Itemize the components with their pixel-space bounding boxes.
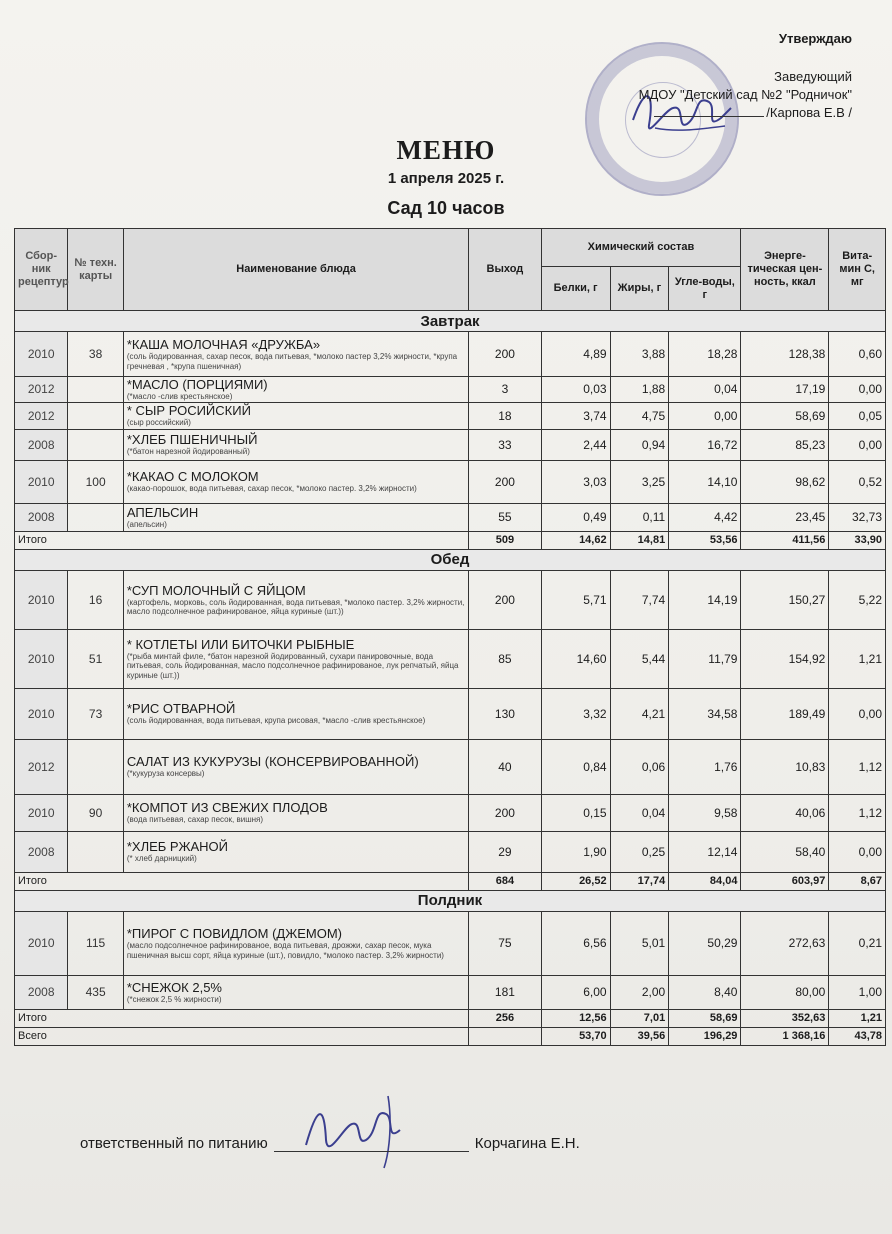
total-e: 411,56: [741, 531, 829, 549]
total-label: Итого: [15, 1009, 469, 1027]
cell-yield: 181: [469, 975, 541, 1009]
cell-c: 34,58: [669, 688, 741, 739]
grand-total-c: 196,29: [669, 1027, 741, 1045]
total-label: Итого: [15, 872, 469, 890]
total-f: 17,74: [610, 872, 669, 890]
dish-name: * КОТЛЕТЫ ИЛИ БИТОЧКИ РЫБНЫЕ: [126, 636, 355, 652]
table-row: [15, 831, 886, 872]
cell-e: 17,19: [741, 377, 829, 403]
cell-f: 4,21: [610, 688, 669, 739]
cell-c: 18,28: [669, 332, 741, 377]
cell-v: 0,05: [829, 402, 886, 429]
approver-position: Заведующий: [774, 69, 852, 84]
cell-dish: [123, 460, 468, 503]
dish-name: *КОМПОТ ИЗ СВЕЖИХ ПЛОДОВ: [126, 800, 328, 816]
menu-date: 1 апреля 2025 г.: [387, 170, 505, 187]
cell-dish: [123, 570, 468, 629]
cell-dish: [123, 429, 468, 460]
cell-p: 0,03: [541, 377, 610, 403]
table-row: [15, 794, 886, 831]
grand-total-e: 1 368,16: [741, 1027, 829, 1045]
cell-dish: [123, 332, 468, 377]
table-row: [15, 570, 886, 629]
cell-p: 5,71: [541, 570, 610, 629]
grand-total-p: 53,70: [541, 1027, 610, 1045]
approve-label: Утверждаю: [778, 31, 852, 46]
section-row: [15, 890, 886, 911]
cell-c: 12,14: [669, 831, 741, 872]
total-row: [15, 531, 886, 549]
total-p: 12,56: [541, 1009, 610, 1027]
cell-p: 0,84: [541, 739, 610, 794]
grand-total-f: 39,56: [610, 1027, 669, 1045]
cell-card: 435: [68, 975, 123, 1009]
cell-collection: 2010: [15, 794, 68, 831]
dish-name: *РИС ОТВАРНОЙ: [126, 701, 236, 717]
cell-c: 1,76: [669, 739, 741, 794]
cell-collection: 2012: [15, 402, 68, 429]
table-row: [15, 975, 886, 1009]
cell-collection: 2010: [15, 911, 68, 975]
cell-f: 3,88: [610, 332, 669, 377]
dish-name: * СЫР РОСИЙСКИЙ: [126, 403, 251, 419]
table-row: [15, 377, 886, 403]
cell-c: 16,72: [669, 429, 741, 460]
dish-name: *ПИРОГ С ПОВИДЛОМ (ДЖЕМОМ): [126, 926, 343, 941]
col-energy: Энерге-тическая цен-ность, ккал: [741, 229, 829, 311]
total-e: 352,63: [741, 1009, 829, 1027]
cell-yield: 29: [469, 831, 541, 872]
col-chem: Химический состав: [541, 229, 741, 267]
cell-collection: 2008: [15, 831, 68, 872]
total-c: 53,56: [669, 531, 741, 549]
footer-sign-line: [274, 1137, 469, 1152]
cell-f: 2,00: [610, 975, 669, 1009]
dish-name: *СУП МОЛОЧНЫЙ С ЯЙЦОМ: [126, 582, 306, 598]
dish-ingredients: (апельсин): [126, 519, 167, 529]
dish-ingredients: (*снежок 2,5 % жирности): [126, 994, 222, 1004]
total-yield: 256: [469, 1009, 541, 1027]
cell-e: 272,63: [741, 911, 829, 975]
approver-org: МДОУ "Детский сад №2 "Родничок": [638, 87, 852, 102]
cell-e: 189,49: [741, 688, 829, 739]
cell-c: 14,10: [669, 460, 741, 503]
dish-ingredients: (*рыба минтай филе, *батон нарезной йодированный, сухари панировочные, вода питьевая, соль йодированная, масло подсолнечное рафинированое, лук репчатый, яйца куриные (шт.)): [126, 651, 459, 680]
table-row: [15, 629, 886, 688]
cell-p: 6,56: [541, 911, 610, 975]
cell-card: 38: [68, 332, 123, 377]
col-yield: Выход: [469, 229, 541, 311]
cell-c: 9,58: [669, 794, 741, 831]
cell-p: 6,00: [541, 975, 610, 1009]
dish-ingredients: (*масло -слив крестьянское): [126, 392, 233, 401]
cell-p: 3,74: [541, 402, 610, 429]
cell-f: 5,01: [610, 911, 669, 975]
menu-body: [15, 311, 886, 1046]
dish-name: *ХЛЕБ ПШЕНИЧНЫЙ: [126, 432, 258, 448]
approver-name: /Карпова Е.В /: [766, 105, 852, 120]
cell-v: 0,00: [829, 831, 886, 872]
cell-e: 150,27: [741, 570, 829, 629]
cell-yield: 200: [469, 460, 541, 503]
total-e: 603,97: [741, 872, 829, 890]
cell-card: 51: [68, 629, 123, 688]
menu-group: Сад 10 часов: [387, 198, 505, 218]
cell-collection: 2008: [15, 503, 68, 531]
col-protein: Белки, г: [541, 267, 610, 311]
dish-ingredients: (* хлеб дарницкий): [126, 854, 197, 864]
cell-v: 1,12: [829, 739, 886, 794]
cell-yield: 40: [469, 739, 541, 794]
total-yield: 509: [469, 531, 541, 549]
cell-p: 4,89: [541, 332, 610, 377]
cell-collection: 2010: [15, 460, 68, 503]
cell-c: 11,79: [669, 629, 741, 688]
cell-p: 0,15: [541, 794, 610, 831]
cell-dish: [123, 831, 468, 872]
cell-e: 23,45: [741, 503, 829, 531]
cell-yield: 200: [469, 794, 541, 831]
total-p: 26,52: [541, 872, 610, 890]
cell-e: 40,06: [741, 794, 829, 831]
table-row: [15, 332, 886, 377]
cell-collection: 2012: [15, 377, 68, 403]
grand-total-v: 43,78: [829, 1027, 886, 1045]
dish-ingredients: (*кукуруза консервы): [126, 769, 205, 779]
cell-e: 10,83: [741, 739, 829, 794]
dish-name: *ХЛЕБ РЖАНОЙ: [126, 839, 228, 855]
dish-ingredients: (соль йодированная, сахар песок, вода питьевая, *молоко пастер 3,2% жирности, *крупа гречневая , *крупа пшеничная): [126, 352, 458, 371]
table-row: [15, 911, 886, 975]
section-row: [15, 311, 886, 332]
cell-f: 1,88: [610, 377, 669, 403]
cell-f: 0,94: [610, 429, 669, 460]
cell-dish: [123, 377, 468, 403]
cell-card: [68, 377, 123, 403]
cell-v: 1,21: [829, 629, 886, 688]
cell-card: 16: [68, 570, 123, 629]
footer-label: ответственный по питанию: [80, 1135, 268, 1152]
section-title: Завтрак: [15, 311, 886, 332]
dish-ingredients: (какао-порошок, вода питьевая, сахар песок, *молоко пастер. 3,2% жирности): [126, 484, 417, 494]
col-collection: Сбор-ник рецептур: [15, 229, 68, 311]
total-c: 58,69: [669, 1009, 741, 1027]
cell-f: 0,25: [610, 831, 669, 872]
cell-yield: 130: [469, 688, 541, 739]
section-title: Полдник: [15, 890, 886, 911]
dish-name: *КАША МОЛОЧНАЯ «ДРУЖБА»: [126, 337, 321, 352]
cell-c: 14,19: [669, 570, 741, 629]
cell-v: 5,22: [829, 570, 886, 629]
cell-f: 3,25: [610, 460, 669, 503]
cell-dish: [123, 629, 468, 688]
cell-yield: 18: [469, 402, 541, 429]
dish-ingredients: (соль йодированная, вода питьевая, крупа рисовая, *масло -слив крестьянское): [126, 716, 426, 726]
cell-collection: 2008: [15, 975, 68, 1009]
cell-card: 115: [68, 911, 123, 975]
cell-f: 0,04: [610, 794, 669, 831]
total-v: 1,21: [829, 1009, 886, 1027]
total-row: [15, 872, 886, 890]
cell-v: 32,73: [829, 503, 886, 531]
total-f: 14,81: [610, 531, 669, 549]
cell-c: 0,00: [669, 402, 741, 429]
cell-c: 4,42: [669, 503, 741, 531]
total-row: [15, 1009, 886, 1027]
cell-f: 5,44: [610, 629, 669, 688]
cell-collection: 2012: [15, 739, 68, 794]
dish-name: *КАКАО С МОЛОКОМ: [126, 469, 259, 485]
approval-block: [639, 30, 852, 122]
cell-f: 4,75: [610, 402, 669, 429]
cell-p: 1,90: [541, 831, 610, 872]
cell-e: 58,69: [741, 402, 829, 429]
cell-p: 14,60: [541, 629, 610, 688]
cell-e: 128,38: [741, 332, 829, 377]
page-title: МЕНЮ: [396, 135, 496, 165]
cell-collection: 2010: [15, 570, 68, 629]
cell-v: 1,00: [829, 975, 886, 1009]
footer-person: Корчагина Е.Н.: [474, 1135, 580, 1152]
dish-name: *СНЕЖОК 2,5%: [126, 979, 222, 995]
table-row: [15, 503, 886, 531]
section-title: Обед: [15, 549, 886, 570]
section-row: [15, 549, 886, 570]
col-vitc: Вита-мин С, мг: [829, 229, 886, 311]
cell-yield: 33: [469, 429, 541, 460]
total-label: Итого: [15, 531, 469, 549]
table-row: [15, 739, 886, 794]
dish-name: АПЕЛЬСИН: [126, 504, 199, 520]
table-row: [15, 429, 886, 460]
grand-total-row: [15, 1027, 886, 1045]
cell-e: 85,23: [741, 429, 829, 460]
cell-dish: [123, 794, 468, 831]
cell-card: [68, 503, 123, 531]
cell-yield: 55: [469, 503, 541, 531]
dish-ingredients: (*батон нарезной йодированный): [126, 447, 250, 457]
total-v: 33,90: [829, 531, 886, 549]
cell-card: 90: [68, 794, 123, 831]
total-yield: 684: [469, 872, 541, 890]
cell-yield: 200: [469, 332, 541, 377]
dish-ingredients: (сыр российский): [126, 418, 191, 428]
col-fat: Жиры, г: [610, 267, 669, 311]
responsible-signature: [300, 1090, 410, 1170]
cell-v: 0,00: [829, 688, 886, 739]
cell-f: 7,74: [610, 570, 669, 629]
cell-p: 2,44: [541, 429, 610, 460]
col-card: № техн. карты: [68, 229, 123, 311]
dish-ingredients: (картофель, морковь, соль йодированная, вода питьевая, *молоко пастер. 3,2% жирности, масло подсолнечное рафинированое, яйца куриные (шт.)): [126, 597, 465, 616]
cell-collection: 2010: [15, 332, 68, 377]
cell-card: [68, 402, 123, 429]
table-row: [15, 688, 886, 739]
cell-collection: 2008: [15, 429, 68, 460]
cell-p: 3,03: [541, 460, 610, 503]
cell-card: [68, 739, 123, 794]
cell-yield: 200: [469, 570, 541, 629]
cell-v: 1,12: [829, 794, 886, 831]
col-name: Наименование блюда: [123, 229, 468, 311]
cell-f: 0,11: [610, 503, 669, 531]
cell-yield: 3: [469, 377, 541, 403]
dish-ingredients: (вода питьевая, сахар песок, вишня): [126, 815, 264, 825]
cell-c: 50,29: [669, 911, 741, 975]
cell-card: [68, 831, 123, 872]
cell-card: [68, 429, 123, 460]
table-row: [15, 402, 886, 429]
cell-yield: 85: [469, 629, 541, 688]
cell-dish: [123, 975, 468, 1009]
cell-e: 154,92: [741, 629, 829, 688]
footer: [80, 1135, 580, 1152]
dish-name: САЛАТ ИЗ КУКУРУЗЫ (КОНСЕРВИРОВАННОЙ): [126, 754, 419, 770]
cell-e: 80,00: [741, 975, 829, 1009]
cell-collection: 2010: [15, 629, 68, 688]
table-row: [15, 460, 886, 503]
cell-dish: [123, 688, 468, 739]
cell-v: 0,21: [829, 911, 886, 975]
grand-total-label: Всего: [15, 1027, 469, 1045]
total-p: 14,62: [541, 531, 610, 549]
cell-v: 0,00: [829, 377, 886, 403]
cell-c: 8,40: [669, 975, 741, 1009]
cell-v: 0,00: [829, 429, 886, 460]
cell-e: 98,62: [741, 460, 829, 503]
cell-v: 0,52: [829, 460, 886, 503]
cell-dish: [123, 402, 468, 429]
dish-ingredients: (масло подсолнечное рафинированое, вода питьевая, дрожжи, сахар песок, мука пшеничная высш сорт, яйца куриные (шт.), повидло, *молоко пастер. 3,2% жирности): [126, 941, 444, 960]
menu-table: [14, 228, 886, 1046]
total-c: 84,04: [669, 872, 741, 890]
cell-card: 73: [68, 688, 123, 739]
cell-f: 0,06: [610, 739, 669, 794]
cell-dish: [123, 911, 468, 975]
cell-dish: [123, 739, 468, 794]
cell-p: 3,32: [541, 688, 610, 739]
cell-p: 0,49: [541, 503, 610, 531]
total-f: 7,01: [610, 1009, 669, 1027]
cell-dish: [123, 503, 468, 531]
cell-e: 58,40: [741, 831, 829, 872]
cell-collection: 2010: [15, 688, 68, 739]
cell-c: 0,04: [669, 377, 741, 403]
total-v: 8,67: [829, 872, 886, 890]
approver-sign-line: [654, 116, 764, 117]
cell-yield: 75: [469, 911, 541, 975]
cell-v: 0,60: [829, 332, 886, 377]
col-carbs: Угле-воды, г: [669, 267, 741, 311]
dish-name: *МАСЛО (ПОРЦИЯМИ): [126, 377, 268, 392]
cell-card: 100: [68, 460, 123, 503]
grand-total-yield: [469, 1027, 541, 1045]
